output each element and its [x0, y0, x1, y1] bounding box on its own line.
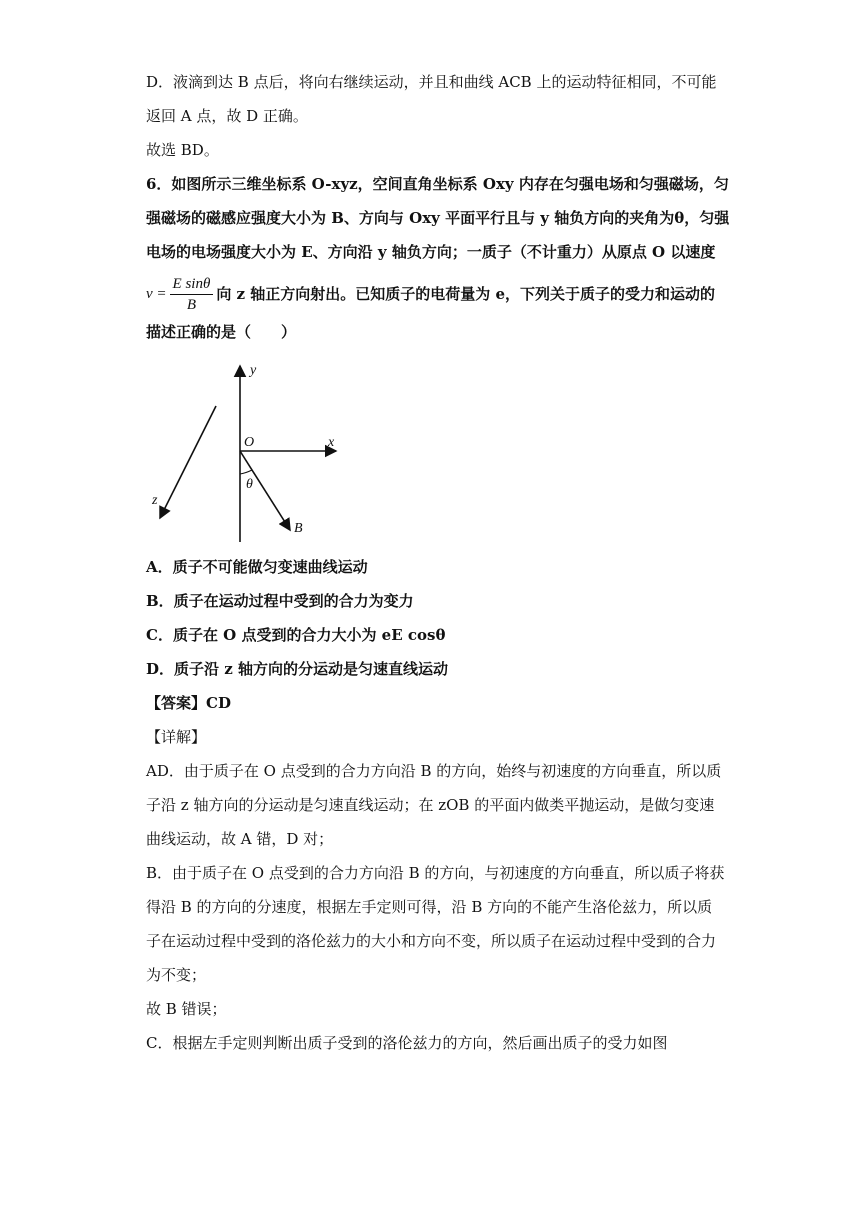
origin-label: O	[244, 435, 255, 450]
fraction-denominator: B	[186, 296, 197, 313]
b-label: B	[294, 521, 303, 536]
question-stem: 强磁场的磁感应强度大小为 B、方向与 Oxy 平面平行且与 y 轴负方向的夹角为θ，匀强	[146, 209, 730, 227]
option-d: D．质子沿 z 轴方向的分运动是匀速直线运动	[146, 660, 448, 678]
option-b: B．质子在运动过程中受到的合力为变力	[146, 592, 414, 610]
theta-arc	[240, 470, 252, 474]
y-axis-label: y	[250, 363, 257, 378]
explanation-line: 故 B 错误；	[146, 1000, 227, 1018]
z-axis-label: z	[152, 493, 158, 508]
text-line-d: D．液滴到达 B 点后，将向右继续运动，并且和曲线 ACB 上的运动特征相同，不可能	[146, 73, 717, 91]
text-line: 返回 A 点，故 D 正确。	[146, 107, 308, 125]
question-stem: 6．如图所示三维坐标系 O-xyz，空间直角坐标系 Oxy 内存在匀强电场和匀强磁场，匀	[146, 175, 729, 193]
explanation-line: 得沿 B 的方向的分速度，根据左手定则可得，沿 B 方向的不能产生洛伦兹力，所以质	[146, 898, 713, 916]
answer-label: 【答案】CD	[146, 694, 231, 712]
explanation-line: 曲线运动，故 A 错，D 对；	[146, 830, 334, 848]
question-stem-tail: 向 z 轴正方向射出。已知质子的电荷量为 e，下列关于质子的受力和运动的	[216, 285, 716, 303]
option-a: A．质子不可能做匀变速曲线运动	[146, 558, 368, 576]
z-axis	[160, 406, 216, 518]
option-c: C．质子在 O 点受到的合力大小为 eE cosθ	[146, 626, 446, 644]
velocity-symbol: v =	[146, 286, 167, 302]
x-axis-label: x	[328, 435, 335, 450]
explanation-line: 为不变；	[146, 966, 207, 984]
detail-label: 【详解】	[146, 728, 207, 746]
explanation-line: 子在运动过程中受到的洛伦兹力的大小和方向不变，所以质子在运动过程中受到的合力	[146, 932, 717, 950]
explanation-line: C．根据左手定则判断出质子受到的洛伦兹力的方向，然后画出质子的受力如图	[146, 1034, 668, 1052]
question-stem: 描述正确的是（ ）	[146, 323, 297, 341]
explanation-line: AD．由于质子在 O 点受到的合力方向沿 B 的方向，始终与初速度的方向垂直，所以质	[146, 762, 722, 780]
explanation-line: 子沿 z 轴方向的分运动是匀速直线运动；在 zOB 的平面内做类平抛运动，是做匀变速	[146, 796, 715, 814]
text-line: 故选 BD。	[146, 141, 219, 159]
explanation-line: B．由于质子在 O 点受到的合力方向沿 B 的方向，与初速度的方向垂直，所以质子将获	[146, 864, 725, 882]
velocity-fraction	[170, 274, 214, 315]
coordinate-figure	[140, 352, 370, 552]
question-stem: 电场的电场强度大小为 E、方向沿 y 轴负方向；一质子（不计重力）从原点 O 以速度	[146, 243, 716, 261]
question-stem-formula	[146, 272, 715, 316]
fraction-numerator: E sinθ	[170, 274, 214, 295]
theta-label: θ	[246, 477, 253, 492]
